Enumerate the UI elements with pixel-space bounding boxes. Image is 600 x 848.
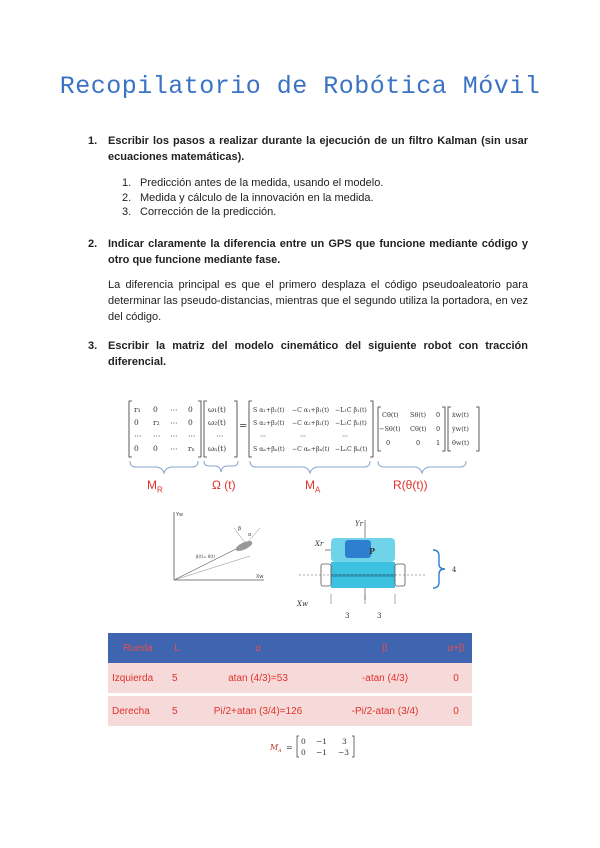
svg-text:⋯: ⋯ (216, 431, 224, 440)
question-3 (88, 338, 528, 370)
svg-text:−C α₁+β₁(t): −C α₁+β₁(t) (292, 407, 330, 414)
svg-text:0: 0 (301, 748, 306, 757)
ma-result (268, 734, 368, 760)
svg-text:⋯: ⋯ (342, 433, 349, 440)
question-text: Indicar claramente la diferencia entre un GPS que funcione mediante código y otro que funcione mediante fase. (108, 238, 528, 266)
question-number: 3. (88, 340, 98, 352)
list-item: 1. Predicción antes de la medida, usando el modelo. (122, 177, 384, 189)
svg-text:0: 0 (436, 425, 441, 433)
label-mr: $M_R$ (147, 478, 163, 495)
svg-text:−Sθ(t): −Sθ(t) (379, 425, 401, 433)
svg-text:ω₂(t): ω₂(t) (208, 418, 226, 427)
svg-text:−L₂C β₂(t): −L₂C β₂(t) (335, 420, 367, 427)
svg-text:⋯: ⋯ (188, 431, 196, 440)
list-item: 2. Medida y cálculo de la innovación en la medida. (122, 191, 374, 204)
xi-vector (448, 407, 479, 451)
svg-text:S α₂+β₂(t): S α₂+β₂(t) (253, 420, 285, 427)
svg-text:⋯: ⋯ (170, 444, 178, 453)
table-cell: 0 (440, 695, 472, 727)
r-matrix (378, 407, 445, 451)
svg-text:⋯: ⋯ (170, 405, 178, 414)
mr-matrix (129, 401, 201, 457)
question-text: Escribir la matriz del modelo cinemático del siguiente robot con tracción diferencial. (108, 340, 528, 368)
svg-text:M: M (270, 743, 279, 752)
column-header: α+β (440, 633, 472, 663)
svg-text:Yr: Yr (355, 520, 363, 528)
table-cell: 0 (440, 663, 472, 695)
label-omega: Ω (t) (212, 478, 236, 492)
kinematic-equation (120, 395, 480, 475)
svg-text:−1: −1 (316, 737, 328, 746)
robot-diagram (295, 512, 465, 622)
svg-text:Xw: Xw (297, 600, 308, 608)
table-cell: -atan (4/3) (330, 663, 440, 695)
table-cell: Derecha (108, 695, 168, 727)
svg-text:r₁: r₁ (134, 405, 141, 414)
column-header: Rueda (108, 633, 168, 663)
svg-text:0: 0 (134, 418, 139, 427)
svg-text:−L₁C β₁(t): −L₁C β₁(t) (335, 407, 367, 414)
ma-matrix (249, 401, 373, 457)
question-number: 1. (88, 135, 98, 147)
svg-text:−3: −3 (338, 748, 350, 757)
svg-text:0: 0 (386, 439, 391, 447)
svg-text:⋯: ⋯ (153, 431, 161, 440)
label-ma: $M_A$ (305, 478, 321, 495)
svg-text:=: = (239, 421, 248, 432)
table-cell: 5 (168, 663, 186, 695)
svg-text:ωₙ(t): ωₙ(t) (208, 444, 227, 453)
world-frame-diagram (160, 506, 270, 586)
svg-text:0: 0 (436, 411, 441, 419)
svg-text:−C αₙ+βₙ(t): −C αₙ+βₙ(t) (292, 446, 330, 453)
wheel-table (108, 633, 472, 726)
question-number: 2. (88, 238, 98, 250)
column-header: α (186, 633, 330, 663)
svg-text:β: β (238, 526, 242, 532)
svg-text:⋯: ⋯ (170, 418, 178, 427)
svg-text:P: P (369, 546, 376, 556)
svg-text:=: = (286, 743, 293, 752)
table-cell: Izquierda (108, 663, 168, 695)
question-1 (88, 133, 528, 165)
equation-braces (130, 461, 466, 473)
label-r: R(θ(t)) (393, 478, 428, 492)
svg-text:⋯: ⋯ (170, 431, 178, 440)
svg-text:ẏw(t): ẏw(t) (452, 425, 469, 433)
svg-text:1: 1 (436, 439, 441, 447)
svg-text:ω₁(t): ω₁(t) (208, 405, 226, 414)
svg-text:3: 3 (345, 612, 350, 620)
svg-text:0: 0 (188, 405, 193, 414)
list-item: 3. Corrección de la predicción. (122, 206, 277, 218)
svg-text:Cθ(t): Cθ(t) (382, 411, 399, 419)
svg-text:−C α₂+β₂(t): −C α₂+β₂(t) (292, 420, 330, 427)
answer-2: La diferencia principal es que el primero desplaza el código pseudoaleatorio para determinar las pseudo-distancias, mientras que el segundo utiliza la portadora, en vez del código. (108, 279, 528, 323)
svg-text:S α₁+β₁(t): S α₁+β₁(t) (253, 407, 285, 414)
svg-text:⋯: ⋯ (134, 431, 142, 440)
omega-vector (204, 401, 237, 457)
svg-text:3: 3 (342, 737, 347, 746)
svg-text:0: 0 (153, 444, 158, 453)
svg-text:⋯: ⋯ (300, 433, 307, 440)
svg-text:S αₙ+βₙ(t): S αₙ+βₙ(t) (253, 446, 285, 453)
svg-text:Cθ(t): Cθ(t) (410, 425, 427, 433)
svg-text:0: 0 (416, 439, 421, 447)
svg-text:A: A (278, 748, 282, 754)
kalman-steps (122, 176, 383, 220)
svg-text:−1: −1 (316, 748, 328, 757)
svg-text:r₂: r₂ (153, 418, 160, 427)
svg-text:Xr: Xr (315, 540, 324, 548)
svg-text:0: 0 (134, 444, 139, 453)
table-cell: Pi/2+atan (3/4)=126 (186, 695, 330, 727)
svg-text:ẋw(t): ẋw(t) (452, 411, 469, 419)
svg-text:rₙ: rₙ (188, 444, 195, 453)
table-row (108, 663, 472, 695)
svg-text:−LₙC βₙ(t): −LₙC βₙ(t) (335, 446, 368, 453)
table-cell: atan (4/3)=53 (186, 663, 330, 695)
svg-text:Yw: Yw (176, 512, 184, 518)
table-header-row (108, 633, 472, 663)
svg-text:Xw: Xw (256, 574, 264, 580)
svg-text:4: 4 (452, 566, 457, 574)
svg-text:Sθ(t): Sθ(t) (410, 411, 427, 419)
svg-text:0: 0 (188, 418, 193, 427)
column-header: L (168, 633, 186, 663)
svg-text:0: 0 (301, 737, 306, 746)
svg-text:3: 3 (377, 612, 382, 620)
page-title: Recopilatorio de Robótica Móvil (59, 72, 541, 101)
question-2 (88, 236, 528, 268)
table-cell: -Pi/2-atan (3/4) (330, 695, 440, 727)
svg-text:⋯: ⋯ (260, 433, 267, 440)
table-row (108, 695, 472, 727)
table-cell: 5 (168, 695, 186, 727)
svg-text:0: 0 (153, 405, 158, 414)
question-text: Escribir los pasos a realizar durante la ejecución de un filtro Kalman (sin usar ecuaciones matemáticas). (108, 135, 528, 163)
svg-text:α: α (248, 532, 252, 538)
column-header: β (330, 633, 440, 663)
svg-text:θ̇w(t): θ̇w(t) (452, 439, 470, 447)
svg-text:β(t)= θ(t): β(t)= θ(t) (196, 554, 216, 559)
